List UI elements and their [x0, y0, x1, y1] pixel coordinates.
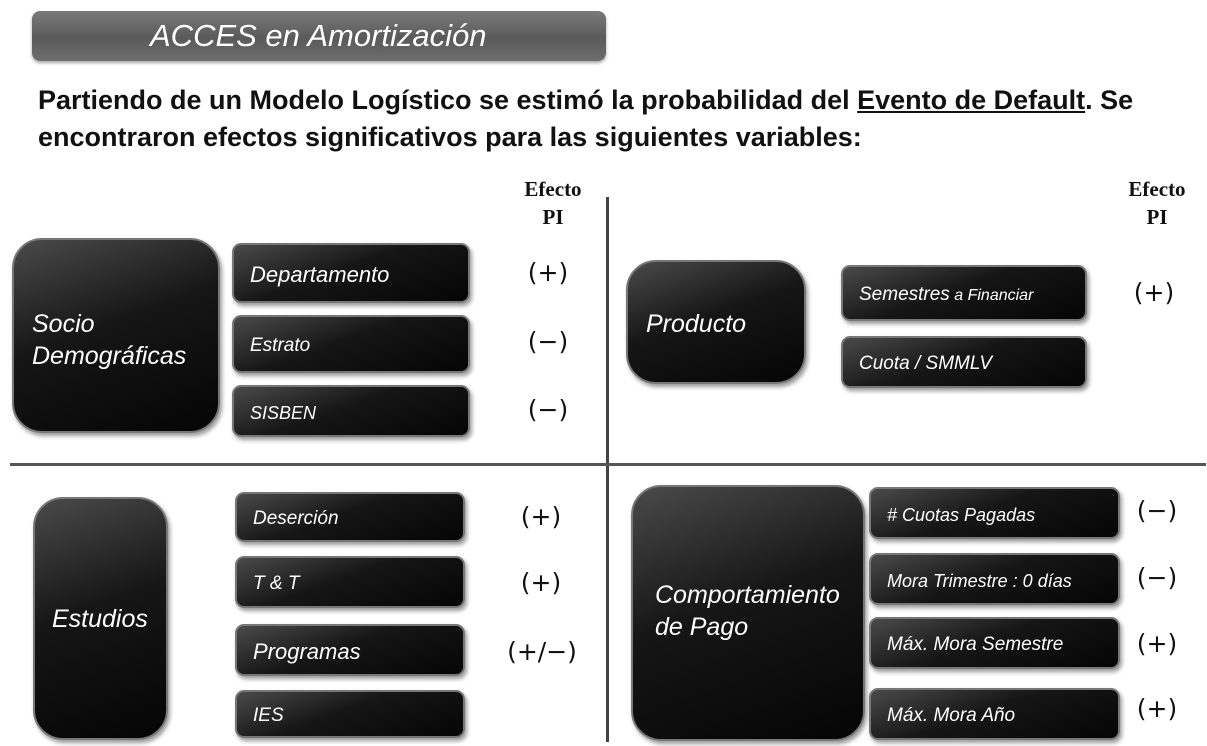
- effect-header-left: [498, 175, 608, 231]
- intro-text: [38, 82, 1188, 156]
- effect-departamento: (+): [527, 258, 569, 287]
- effect-header-line2: PI: [1146, 205, 1168, 229]
- effect-estrato: (−): [527, 327, 569, 356]
- vertical-divider: [606, 197, 609, 742]
- effect-sisben: (−): [527, 395, 569, 424]
- category-line1: Socio: [32, 310, 95, 338]
- category-line1: Comportamiento: [655, 581, 840, 609]
- category-comportamiento-de-pago: [631, 485, 865, 741]
- intro-underlined: Evento de Default: [857, 85, 1086, 115]
- variable-mora-trimestre: Mora Trimestre : 0 días: [869, 553, 1120, 605]
- variable-ies: IES: [235, 690, 465, 738]
- category-estudios: Estudios: [33, 497, 168, 740]
- variable-label-main: Semestres: [859, 284, 950, 305]
- variable-programas: Programas: [235, 624, 465, 676]
- effect-programas: (+/−): [507, 637, 577, 666]
- intro-after: . Se encontraron efectos significativos para las siguientes variables:: [38, 85, 1134, 152]
- effect-header-line1: Efecto: [524, 177, 582, 201]
- effect-header-line2: PI: [542, 205, 564, 229]
- effect-desercion: (+): [520, 502, 562, 531]
- category-producto: Producto: [626, 260, 806, 384]
- effect-header-line1: Efecto: [1128, 177, 1186, 201]
- variable-max-mora-semestre: Máx. Mora Semestre: [869, 617, 1120, 669]
- effect-mora-trimestre: (−): [1136, 563, 1178, 592]
- variable-t-and-t: T & T: [235, 556, 465, 608]
- variable-label-small: a Financiar: [949, 287, 1034, 304]
- effect-header-right: [1102, 175, 1207, 231]
- effect-cuotas-pagadas: (−): [1136, 496, 1178, 525]
- slide-title: ACCES en Amortización: [32, 11, 606, 61]
- variable-sisben: SISBEN: [232, 385, 470, 437]
- horizontal-divider: [10, 463, 1206, 466]
- category-line2: de Pago: [655, 613, 749, 641]
- category-line2: Demográficas: [32, 342, 187, 370]
- variable-cuotas-pagadas: # Cuotas Pagadas: [869, 487, 1120, 539]
- effect-max-mora-ano: (+): [1136, 694, 1178, 723]
- variable-semestres-a-financiar: [841, 265, 1087, 321]
- variable-max-mora-ano: Máx. Mora Año: [869, 688, 1120, 740]
- effect-max-mora-semestre: (+): [1136, 629, 1178, 658]
- effect-producto: (+): [1133, 278, 1175, 307]
- variable-estrato: Estrato: [232, 315, 470, 373]
- variable-desercion: Deserción: [235, 492, 465, 542]
- variable-cuota-smmlv: Cuota / SMMLV: [841, 336, 1087, 388]
- category-socio-demograficas: [12, 238, 220, 433]
- intro-before: Partiendo de un Modelo Logístico se estimó la probabilidad del: [38, 85, 858, 115]
- effect-t-and-t: (+): [520, 568, 562, 597]
- variable-departamento: Departamento: [232, 243, 470, 303]
